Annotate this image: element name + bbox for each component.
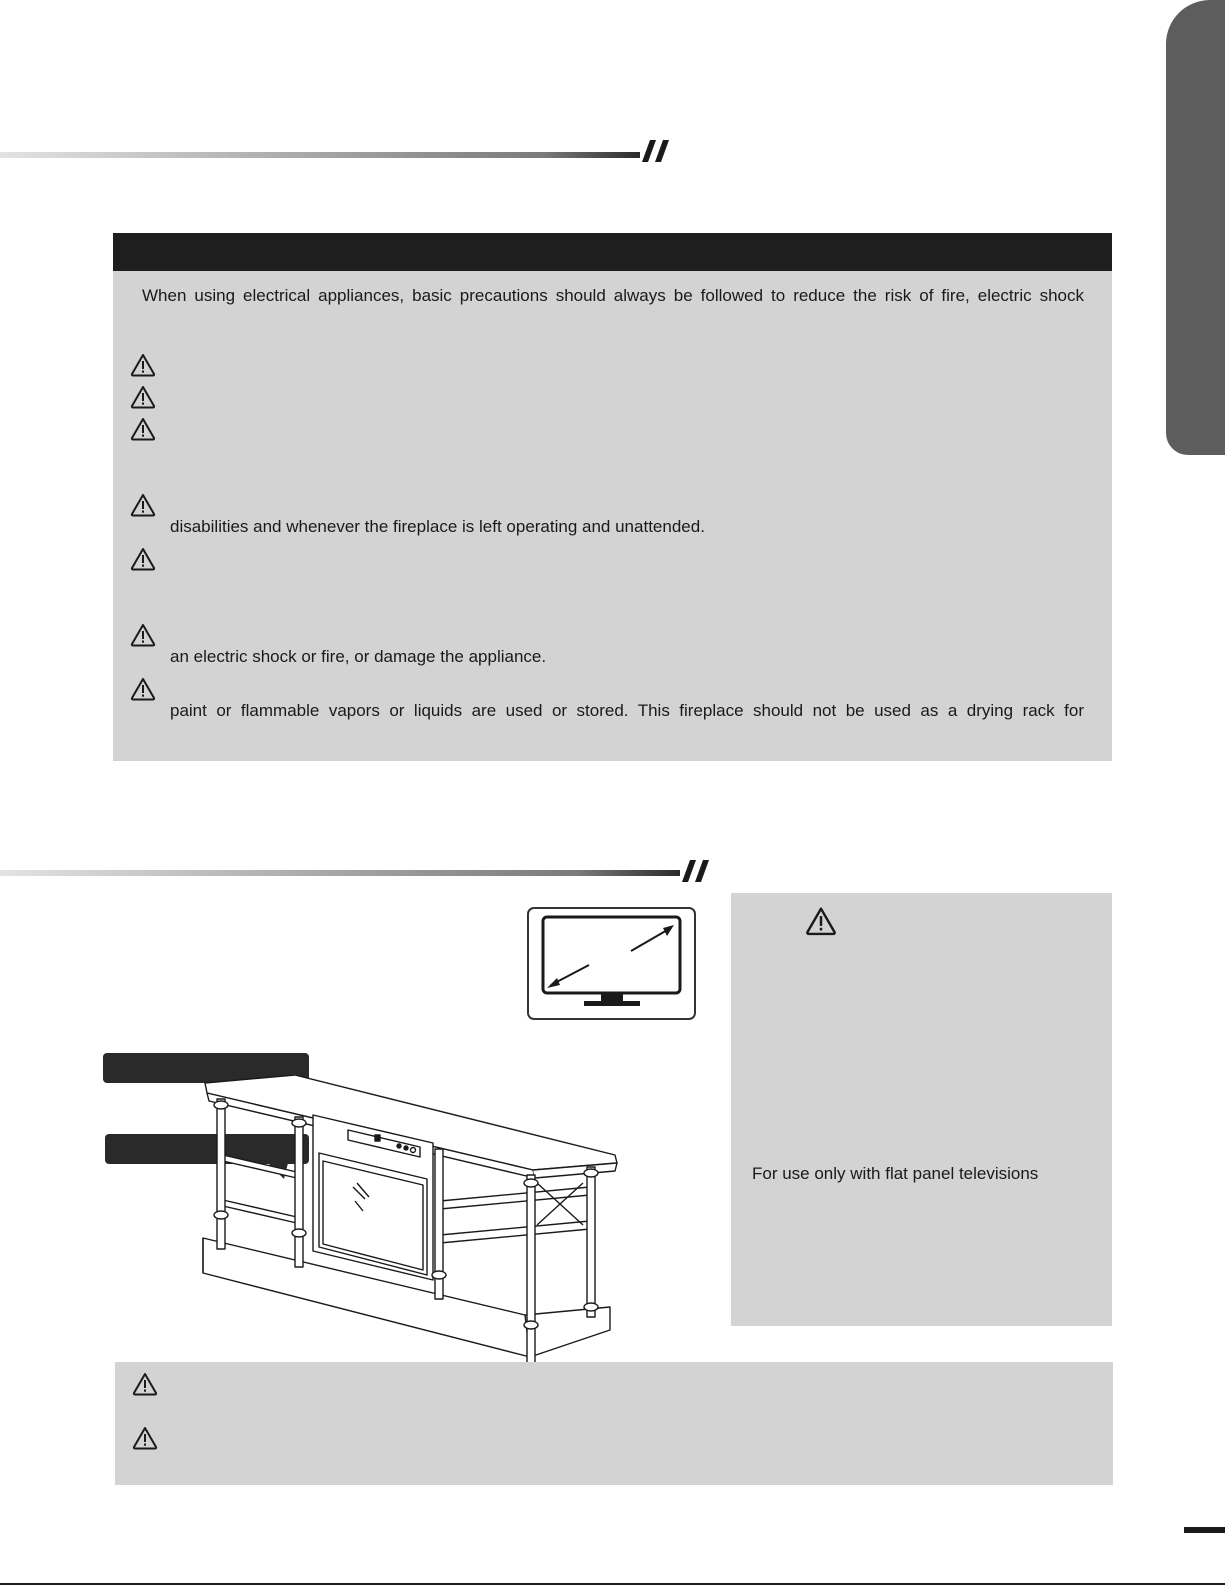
warning-triangle-icon (130, 353, 156, 377)
warning-triangle-icon (805, 906, 837, 936)
warning-triangle-icon (130, 417, 156, 441)
warning-triangle-icon (130, 623, 156, 647)
tv-diagonal-illustration (529, 909, 694, 1018)
safety-panel-header-bar (113, 233, 1112, 271)
section-divider-rule (0, 152, 640, 158)
warning-triangle-icon (132, 1426, 158, 1450)
double-slash-icon (682, 860, 710, 882)
warning-triangle-icon (132, 1372, 158, 1396)
fireplace-tv-stand-illustration (195, 1075, 625, 1365)
page-number-mark (1184, 1527, 1225, 1533)
section-divider-rule (0, 870, 680, 876)
warning-triangle-icon (130, 385, 156, 409)
double-slash-icon (642, 140, 670, 162)
flat-panel-note: For use only with flat panel televisions (752, 1164, 1039, 1183)
tv-info-panel (731, 893, 1112, 1326)
safety-item-6-line: an electric shock or fire, or damage the appliance. (170, 647, 547, 666)
safety-item-7-line: paint or flammable vapors or liquids are used or stored. This fireplace should not be used as a drying rack for (170, 701, 1084, 720)
safety-intro-text: When using electrical appliances, basic precautions should always be followed to reduce the risk of fire, electric shock (142, 286, 1084, 305)
warning-triangle-icon (130, 547, 156, 571)
tv-screen-size-diagram (527, 907, 696, 1020)
warning-triangle-icon (130, 677, 156, 701)
bottom-warning-panel (115, 1362, 1113, 1485)
safety-item-4-line: disabilities and whenever the fireplace is left operating and unattended. (170, 517, 705, 536)
safety-instructions-panel (113, 233, 1112, 761)
chapter-side-tab (1166, 0, 1225, 455)
warning-triangle-icon (130, 493, 156, 517)
